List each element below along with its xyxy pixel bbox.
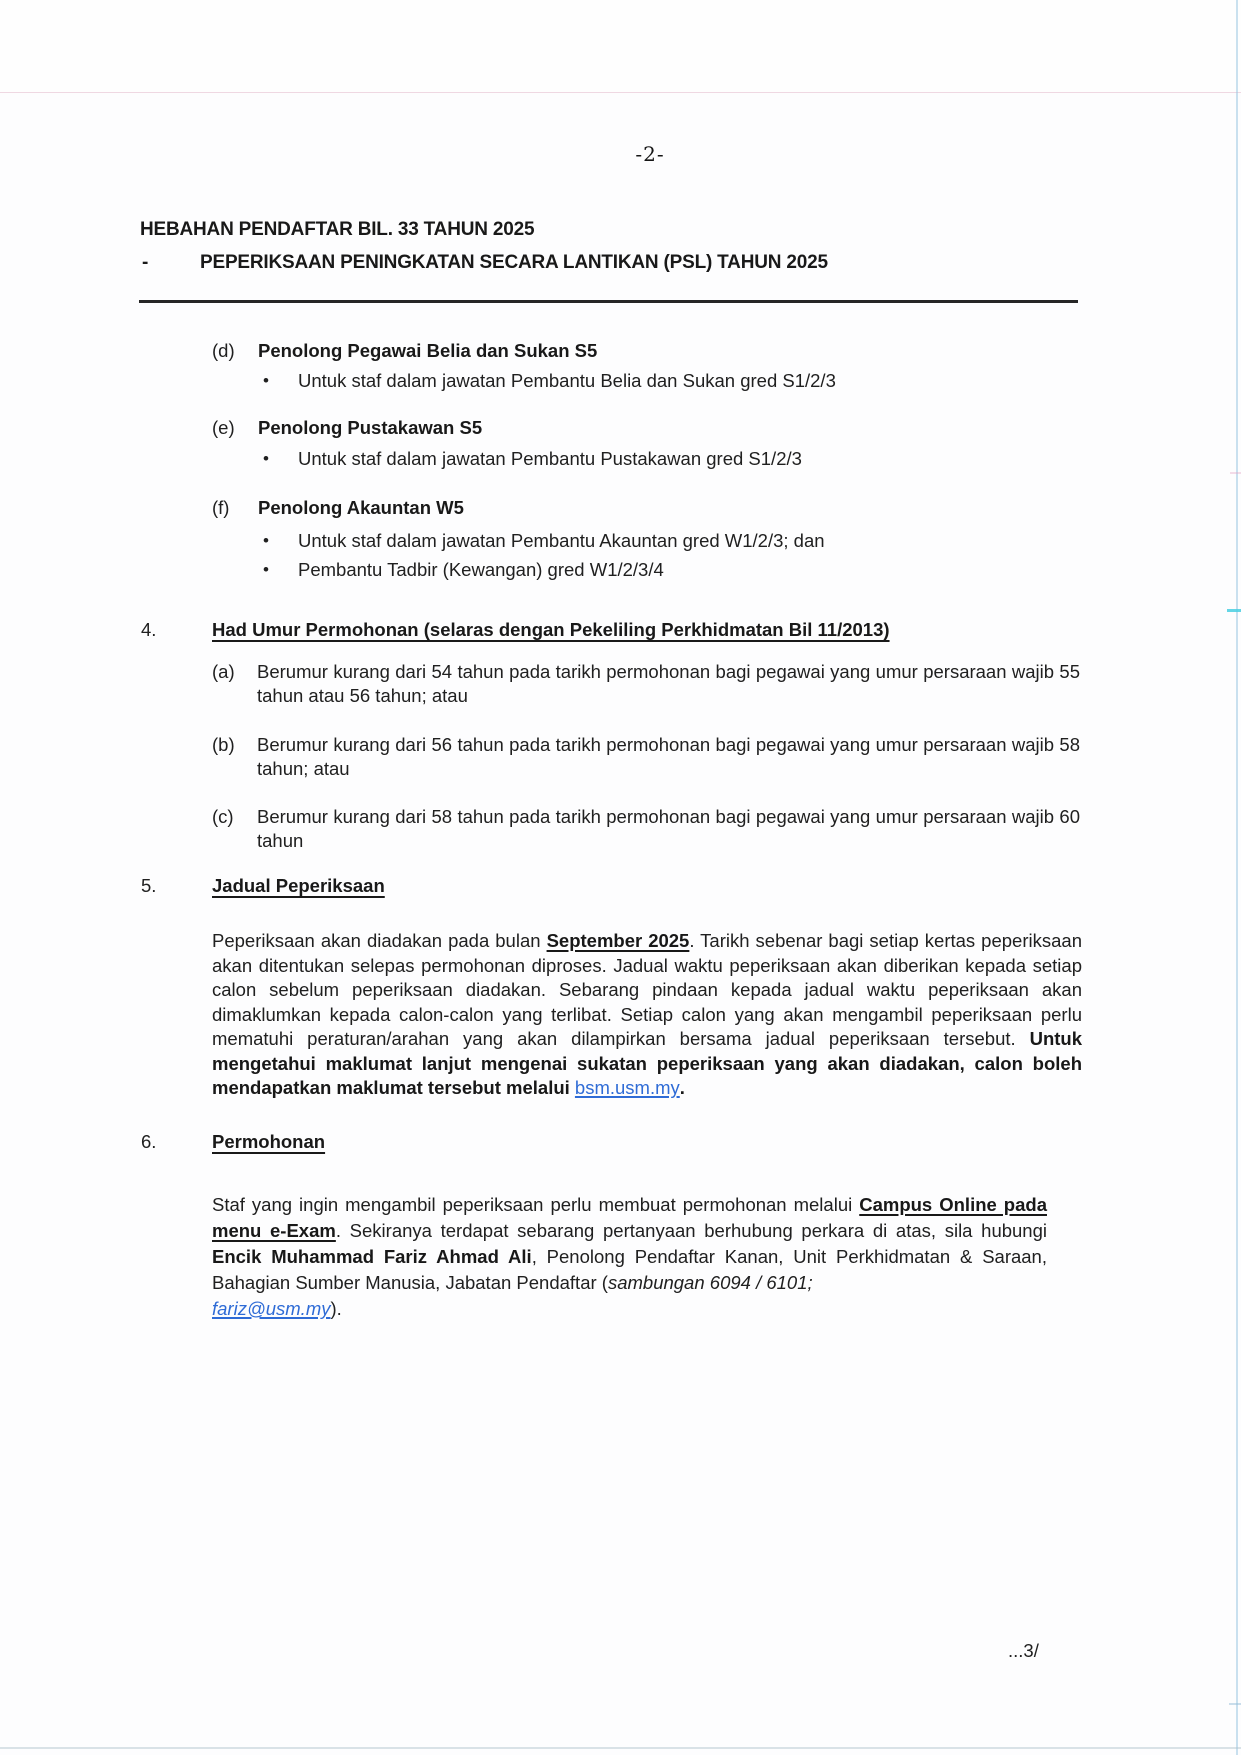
para-text: ). bbox=[330, 1298, 342, 1319]
para-text: Staf yang ingin mengambil peperiksaan perlu membuat permohonan melalui bbox=[212, 1194, 860, 1215]
item-label: (d) bbox=[212, 340, 235, 361]
bullet-icon: • bbox=[263, 531, 269, 550]
age-item-label: (b) bbox=[212, 734, 235, 755]
paragraph-permohonan bbox=[212, 1192, 1047, 1322]
phone-extension-text: sambungan 6094 / 6101; bbox=[607, 1272, 813, 1293]
bullet-text: Untuk staf dalam jawatan Pembantu Pustakawan gred S1/2/3 bbox=[298, 448, 802, 469]
item-title: Penolong Pegawai Belia dan Sukan S5 bbox=[258, 340, 598, 361]
section-title: Had Umur Permohonan (selaras dengan Pekeliling Perkhidmatan Bil 11/2013) bbox=[212, 619, 890, 640]
header-rule bbox=[139, 300, 1078, 303]
bullet-icon: • bbox=[263, 371, 269, 390]
contact-person-name: Encik Muhammad Fariz Ahmad Ali bbox=[212, 1246, 532, 1267]
para-text: , Penolong Pendaftar Kanan, Unit Perkhidmatan & Saraan, Bahagian Sumber Manusia, Jabatan Pendaftar ( bbox=[212, 1246, 1047, 1293]
scan-bottom-line bbox=[0, 1747, 1241, 1749]
bullet-icon: • bbox=[263, 449, 269, 468]
age-item-text: Berumur kurang dari 54 tahun pada tarikh permohonan bagi pegawai yang umur persaraan wajib 55 tahun atau 56 tahun; atau bbox=[257, 661, 1080, 706]
exam-month-highlight: September 2025 bbox=[546, 930, 690, 951]
page-number: -2- bbox=[635, 142, 665, 166]
section-number: 5. bbox=[141, 875, 157, 896]
bullet-icon: • bbox=[263, 560, 269, 579]
para-text: . Tarikh sebenar bagi setiap kertas peperiksaan akan ditentukan selepas permohonan diproses. Jadual waktu peperiksaan akan diberikan kepada setiap calon sebelum peperiksaan diadakan. Sebarang pindaan kepada jadual waktu peperiksaan akan dimaklumkan kepada calon-calon yang terlibat. Setiap calon yang akan mengambil peperiksaan perlu mematuhi peraturan/arahan yang akan dilampirkan bersama jadual peperiksaan tersebut. bbox=[212, 930, 1082, 1049]
bsm-portal-link[interactable]: bsm.usm.my bbox=[574, 1077, 680, 1098]
bullet-text: Pembantu Tadbir (Kewangan) gred W1/2/3/4 bbox=[298, 559, 664, 580]
item-title: Penolong Akauntan W5 bbox=[258, 497, 464, 518]
contact-email-link[interactable]: fariz@usm.my bbox=[212, 1298, 331, 1319]
bullet-text: Untuk staf dalam jawatan Pembantu Belia dan Sukan gred S1/2/3 bbox=[298, 370, 836, 391]
bullet-text: Untuk staf dalam jawatan Pembantu Akauntan gred W1/2/3; dan bbox=[298, 530, 825, 551]
header-title-line2: PEPERIKSAAN PENINGKATAN SECARA LANTIKAN (PSL) TAHUN 2025 bbox=[200, 252, 828, 273]
age-item-label: (a) bbox=[212, 661, 235, 682]
scan-lower-tick bbox=[1229, 1703, 1241, 1705]
section-title: Permohonan bbox=[212, 1131, 326, 1152]
paragraph-jadual-peperiksaan bbox=[212, 929, 1082, 1101]
para-text-bold: . bbox=[679, 1077, 685, 1098]
scan-right-edge-line bbox=[1236, 0, 1238, 1755]
age-item-text: Berumur kurang dari 56 tahun pada tarikh permohonan bagi pegawai yang umur persaraan wajib 58 tahun; atau bbox=[257, 734, 1080, 779]
age-item-text: Berumur kurang dari 58 tahun pada tarikh permohonan bagi pegawai yang umur persaraan wajib 60 tahun bbox=[257, 806, 1080, 851]
para-text-bold: Untuk mengetahui maklumat lanjut mengenai sukatan peperiksaan yang akan diadakan, calon boleh mendapatkan maklumat tersebut melalui bbox=[212, 1028, 1082, 1098]
para-text: . Sekiranya terdapat sebarang pertanyaan berhubung perkara di atas, sila hubungi bbox=[335, 1220, 1047, 1241]
scan-pink-tick bbox=[1230, 472, 1241, 474]
item-title: Penolong Pustakawan S5 bbox=[258, 417, 483, 438]
para-text: Peperiksaan akan diadakan pada bulan bbox=[212, 930, 547, 951]
header-title-line1: HEBAHAN PENDAFTAR BIL. 33 TAHUN 2025 bbox=[140, 219, 535, 240]
item-label: (f) bbox=[212, 497, 230, 518]
header-dash: - bbox=[142, 252, 149, 273]
scan-top-line bbox=[0, 92, 1241, 93]
section-number: 4. bbox=[141, 619, 157, 640]
section-title: Jadual Peperiksaan bbox=[212, 875, 385, 896]
item-label: (e) bbox=[212, 417, 235, 438]
age-item-label: (c) bbox=[212, 806, 234, 827]
scan-cyan-tick bbox=[1227, 609, 1241, 612]
section-number: 6. bbox=[141, 1131, 157, 1152]
scan-top-strip bbox=[0, 0, 1241, 92]
continuation-mark: ...3/ bbox=[1008, 1640, 1039, 1661]
campus-online-highlight: Campus Online pada menu e-Exam bbox=[212, 1194, 1047, 1241]
